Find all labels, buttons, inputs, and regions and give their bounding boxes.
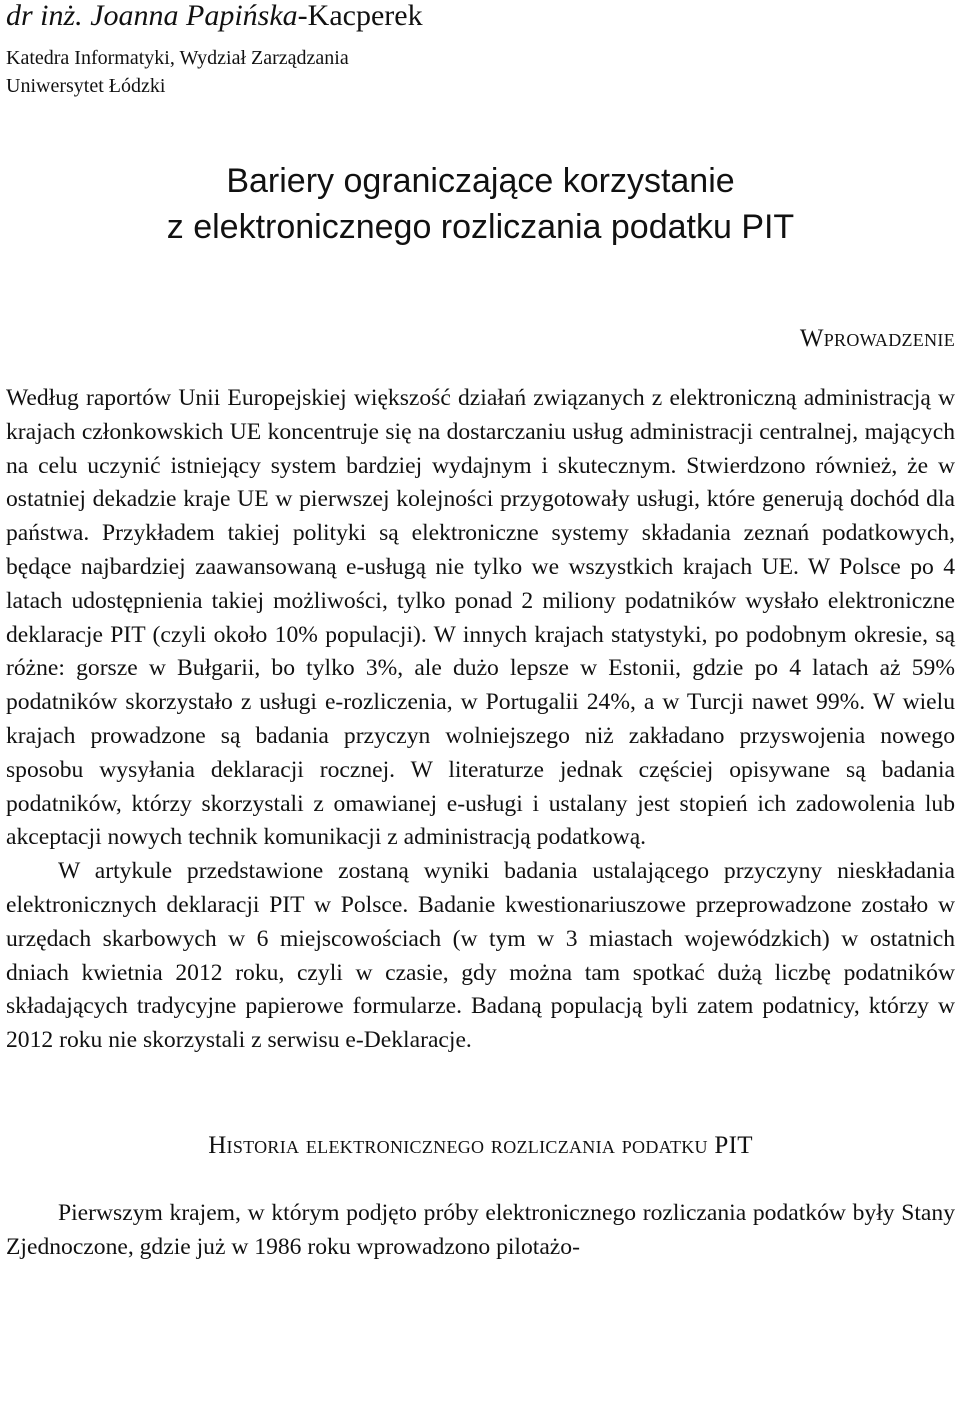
section-heading-history: Historia elektronicznego rozliczania podatku PIT (208, 1131, 753, 1159)
affiliation-university: Uniwersytet Łódzki (6, 75, 166, 97)
paper-title-line-1: Bariery ograniczające korzystanie (226, 162, 735, 200)
affiliation (6, 44, 955, 100)
affiliation-department: Katedra Informatyki, Wydział Zarządzania (6, 47, 349, 69)
author-title-prefix: dr inż. (6, 0, 83, 32)
author-line (6, 0, 955, 32)
paragraph-intro-2: W artykule przedstawione zostaną wyniki badania ustalającego przyczyny nieskładania elektronicznych deklaracji PIT w Polsce. Badanie kwestionariuszowe przeprowadzone zostało w urzędach skarbowych w 6 miejscowościach (w tym w 3 miastach wojewódzkich) w ostatnich dniach kwietnia 2012 roku, czyli w czasie, gdy można tam spotkać dużą liczbę podatników składających tradycyjne papierowe formularze. Badaną populacją byli zatem podatnicy, którzy w 2012 roku nie skorzystali z serwisu e-Deklaracje. (6, 858, 955, 1054)
author-name-regular: Kacperek (307, 0, 423, 32)
paper-title (6, 158, 955, 250)
paragraph-history-1: Pierwszym krajem, w którym podjęto próby elektronicznego rozliczania podatków były Stany Zjednoczone, gdzie już w 1986 roku wprowadzono pilotażo- (6, 1199, 955, 1260)
paper-title-line-2: z elektronicznego rozliczania podatku PIT (166, 208, 795, 246)
paragraph-intro-1: Według raportów Unii Europejskiej większość działań związanych z elektroniczną administracją w krajach członkowskich UE koncentruje się na dostarczaniu usług administracji centralnej, mających na celu uczynić istniejący system bardziej wydajnym i skutecznym. Stwierdzono również, że w ostatniej dekadzie kraje UE w pierwszej kolejności przygotowały usługi, które generują dochód dla państwa. Przykładem takiej polityki są elektroniczne systemy składania zeznań podatkowych, będące najbardziej zaawansowaną e-usługą nie tylko we wszystkich krajach UE. W Polsce po 4 latach udostępnienia takiej możliwości, tylko ponad 2 miliony podatników wysłało elektroniczne deklaracje PIT (czyli około 10% populacji). W innych krajach statystyki, po podobnym okresie, są różne: gorsze w Bułgarii, bo tylko 3%, ale dużo lepsze w Estonii, gdzie po 4 latach aż 59% podatników skorzystało z usługi e-rozliczenia, w Portugalii 24%, a w Turcji nawet 99%. W wielu krajach prowadzone są badania przyczyn wolniejszego niż zakładano przyswojenia nowego sposobu wysyłania deklaracji rocznej. W literaturze jednak częściej opisywane są badania podatników, którzy skorzystali z omawianej e-usługi i ustalany jest stopień ich zadowolenia lub akceptacji nowych technik komunikacji z administracją podatkową. (6, 385, 955, 851)
author-name-italic: Joanna Papińska- (90, 0, 308, 32)
section-heading-introduction: Wprowadzenie (799, 325, 955, 352)
